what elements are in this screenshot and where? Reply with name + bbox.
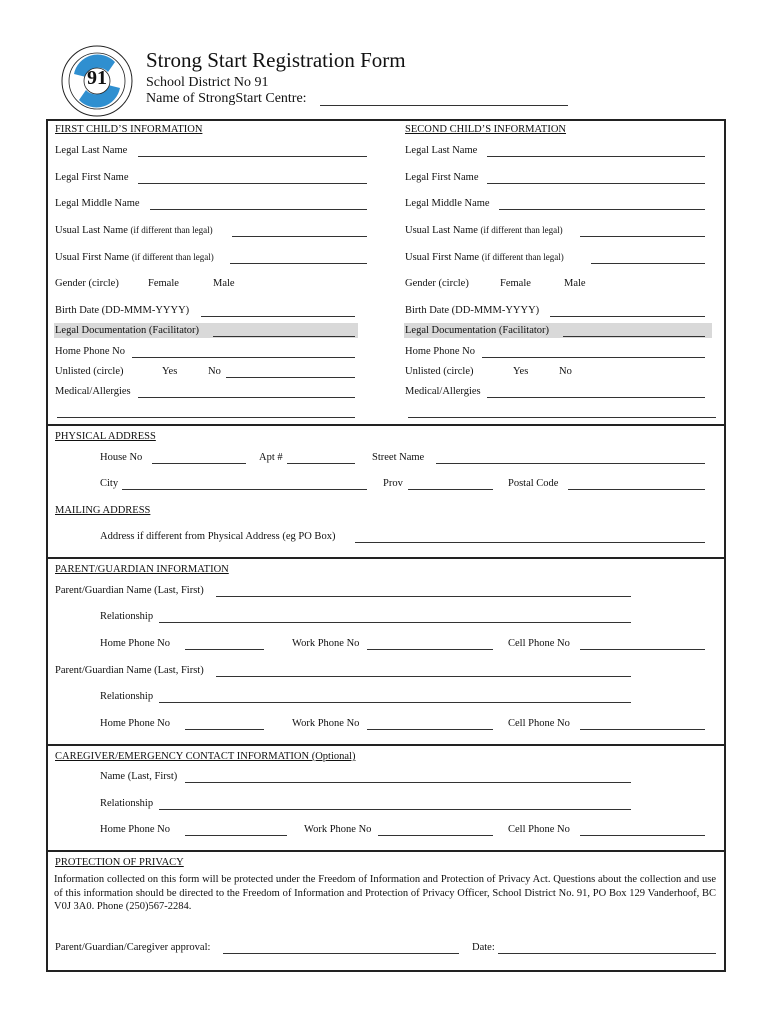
centre-name-field[interactable] bbox=[320, 105, 568, 106]
second-legal-first-field[interactable] bbox=[487, 183, 705, 184]
second-usual-last-field[interactable] bbox=[580, 236, 705, 237]
house-no-field[interactable] bbox=[152, 463, 246, 464]
second-home-phone-label: Home Phone No bbox=[405, 346, 475, 357]
first-legal-first-label: Legal First Name bbox=[55, 172, 129, 183]
caregiver-name-label: Name (Last, First) bbox=[100, 771, 178, 782]
first-home-phone-field[interactable] bbox=[132, 357, 355, 358]
second-usual-first-text: Usual First Name bbox=[405, 252, 480, 263]
prov-field[interactable] bbox=[408, 489, 493, 490]
parent1-relationship-field[interactable] bbox=[159, 622, 631, 623]
prov-label: Prov bbox=[383, 478, 403, 489]
second-home-phone-field[interactable] bbox=[482, 357, 705, 358]
first-legal-doc-label: Legal Documentation (Facilitator) bbox=[55, 325, 200, 336]
child-information-section bbox=[46, 119, 726, 426]
second-medical-field-2[interactable] bbox=[408, 417, 716, 418]
parent1-work-field[interactable] bbox=[367, 649, 493, 650]
second-gender-label: Gender (circle) bbox=[405, 278, 469, 289]
first-legal-last-field[interactable] bbox=[138, 156, 367, 157]
street-name-field[interactable] bbox=[436, 463, 705, 464]
date-field[interactable] bbox=[498, 953, 716, 954]
city-field[interactable] bbox=[122, 489, 367, 490]
parent2-work-field[interactable] bbox=[367, 729, 493, 730]
second-medical-field[interactable] bbox=[487, 397, 705, 398]
postal-code-label: Postal Code bbox=[508, 478, 559, 489]
first-medical-field-2[interactable] bbox=[57, 417, 355, 418]
parent2-relationship-label: Relationship bbox=[100, 691, 154, 702]
city-label: City bbox=[100, 478, 119, 489]
first-unlisted-no[interactable]: No bbox=[208, 366, 221, 377]
first-legal-middle-label: Legal Middle Name bbox=[55, 198, 140, 209]
second-unlisted-no[interactable]: No bbox=[559, 366, 572, 377]
first-legal-first-field[interactable] bbox=[138, 183, 367, 184]
first-medical-label: Medical/Allergies bbox=[55, 386, 131, 397]
caregiver-name-field[interactable] bbox=[185, 782, 631, 783]
district-name: School District No 91 bbox=[146, 75, 269, 90]
caregiver-relationship-field[interactable] bbox=[159, 809, 631, 810]
apt-field[interactable] bbox=[287, 463, 355, 464]
first-legal-doc-field[interactable] bbox=[213, 336, 355, 337]
mailing-address-label: Address if different from Physical Address (eg PO Box) bbox=[100, 531, 336, 542]
second-usual-first-label bbox=[405, 252, 564, 263]
mailing-address-heading: MAILING ADDRESS bbox=[55, 505, 151, 516]
approval-label: Parent/Guardian/Caregiver approval: bbox=[55, 942, 211, 953]
caregiver-cell-label: Cell Phone No bbox=[508, 824, 570, 835]
second-legal-first-label: Legal First Name bbox=[405, 172, 479, 183]
second-unlisted-label: Unlisted (circle) bbox=[405, 366, 474, 377]
parent2-work-label: Work Phone No bbox=[292, 718, 360, 729]
page-title: Strong Start Registration Form bbox=[146, 48, 406, 72]
first-unlisted-label: Unlisted (circle) bbox=[55, 366, 124, 377]
parent2-relationship-field[interactable] bbox=[159, 702, 631, 703]
first-usual-last-note: (if different than legal) bbox=[130, 225, 213, 235]
first-gender-female[interactable]: Female bbox=[148, 278, 179, 289]
parent1-cell-label: Cell Phone No bbox=[508, 638, 570, 649]
first-unlisted-yes[interactable]: Yes bbox=[162, 366, 178, 377]
street-name-label: Street Name bbox=[372, 452, 425, 463]
second-legal-middle-field[interactable] bbox=[499, 209, 705, 210]
first-child-heading: FIRST CHILD’S INFORMATION bbox=[55, 124, 203, 135]
caregiver-home-label: Home Phone No bbox=[100, 824, 170, 835]
second-legal-middle-label: Legal Middle Name bbox=[405, 198, 490, 209]
first-legal-middle-field[interactable] bbox=[150, 209, 367, 210]
parent1-home-field[interactable] bbox=[185, 649, 264, 650]
mailing-address-field[interactable] bbox=[355, 542, 705, 543]
parent2-cell-field[interactable] bbox=[580, 729, 705, 730]
first-usual-last-label bbox=[55, 225, 213, 236]
second-usual-last-note: (if different than legal) bbox=[480, 225, 563, 235]
first-usual-first-text: Usual First Name bbox=[55, 252, 130, 263]
logo-number: 91 bbox=[87, 67, 107, 89]
district-logo bbox=[60, 44, 134, 118]
first-usual-first-field[interactable] bbox=[230, 263, 367, 264]
parent1-relationship-label: Relationship bbox=[100, 611, 154, 622]
parent1-cell-field[interactable] bbox=[580, 649, 705, 650]
second-medical-label: Medical/Allergies bbox=[405, 386, 481, 397]
second-usual-first-field[interactable] bbox=[591, 263, 705, 264]
parent2-home-field[interactable] bbox=[185, 729, 264, 730]
first-medical-field[interactable] bbox=[138, 397, 355, 398]
second-birth-label: Birth Date (DD-MMM-YYYY) bbox=[405, 305, 540, 316]
caregiver-home-field[interactable] bbox=[185, 835, 287, 836]
parent1-work-label: Work Phone No bbox=[292, 638, 360, 649]
caregiver-cell-field[interactable] bbox=[580, 835, 705, 836]
parent1-home-label: Home Phone No bbox=[100, 638, 170, 649]
parent2-home-label: Home Phone No bbox=[100, 718, 170, 729]
first-usual-first-label bbox=[55, 252, 214, 263]
caregiver-work-label: Work Phone No bbox=[304, 824, 372, 835]
second-legal-last-label: Legal Last Name bbox=[405, 145, 478, 156]
second-usual-last-text: Usual Last Name bbox=[405, 225, 478, 236]
first-birth-label: Birth Date (DD-MMM-YYYY) bbox=[55, 305, 190, 316]
second-legal-last-field[interactable] bbox=[487, 156, 705, 157]
physical-address-heading: PHYSICAL ADDRESS bbox=[55, 431, 156, 442]
house-no-label: House No bbox=[100, 452, 143, 463]
second-legal-doc-field[interactable] bbox=[563, 336, 705, 337]
parent1-name-label: Parent/Guardian Name (Last, First) bbox=[55, 585, 204, 596]
first-unlisted-field[interactable] bbox=[226, 377, 355, 378]
first-usual-last-text: Usual Last Name bbox=[55, 225, 128, 236]
first-gender-label: Gender (circle) bbox=[55, 278, 119, 289]
postal-code-field[interactable] bbox=[568, 489, 705, 490]
first-birth-field[interactable] bbox=[201, 316, 355, 317]
caregiver-heading: CAREGIVER/EMERGENCY CONTACT INFORMATION (Optional) bbox=[55, 751, 356, 762]
privacy-heading: PROTECTION OF PRIVACY bbox=[55, 857, 184, 868]
first-legal-last-label: Legal Last Name bbox=[55, 145, 128, 156]
approval-field[interactable] bbox=[223, 953, 459, 954]
parent2-name-field[interactable] bbox=[216, 676, 631, 677]
caregiver-relationship-label: Relationship bbox=[100, 798, 154, 809]
privacy-text: Information collected on this form will be protected under the Freedom of Information and Protection of Privacy Act. Questions about the collection and use of this information should be directed to the Freedom of Information and Protection of Privacy Officer, School District No. 91, PO Box 129 Vanderhoof, BC V0J 3A0. Phone (250)567-2284. bbox=[54, 874, 716, 912]
parent-heading: PARENT/GUARDIAN INFORMATION bbox=[55, 564, 229, 575]
second-unlisted-yes[interactable]: Yes bbox=[513, 366, 529, 377]
second-birth-field[interactable] bbox=[550, 316, 705, 317]
centre-label: Name of StrongStart Centre: bbox=[146, 91, 307, 106]
second-gender-male[interactable]: Male bbox=[564, 278, 586, 289]
caregiver-work-field[interactable] bbox=[378, 835, 493, 836]
second-legal-doc-label: Legal Documentation (Facilitator) bbox=[405, 325, 550, 336]
date-label: Date: bbox=[472, 942, 495, 953]
second-child-heading: SECOND CHILD’S INFORMATION bbox=[405, 124, 567, 135]
first-usual-last-field[interactable] bbox=[232, 236, 367, 237]
second-usual-first-note: (if different than legal) bbox=[481, 252, 564, 262]
first-gender-male[interactable]: Male bbox=[213, 278, 235, 289]
first-usual-first-note: (if different than legal) bbox=[131, 252, 214, 262]
second-gender-female[interactable]: Female bbox=[500, 278, 531, 289]
first-home-phone-label: Home Phone No bbox=[55, 346, 125, 357]
parent2-name-label: Parent/Guardian Name (Last, First) bbox=[55, 665, 204, 676]
apt-label: Apt # bbox=[259, 452, 283, 463]
parent2-cell-label: Cell Phone No bbox=[508, 718, 570, 729]
second-usual-last-label bbox=[405, 225, 563, 236]
parent1-name-field[interactable] bbox=[216, 596, 631, 597]
